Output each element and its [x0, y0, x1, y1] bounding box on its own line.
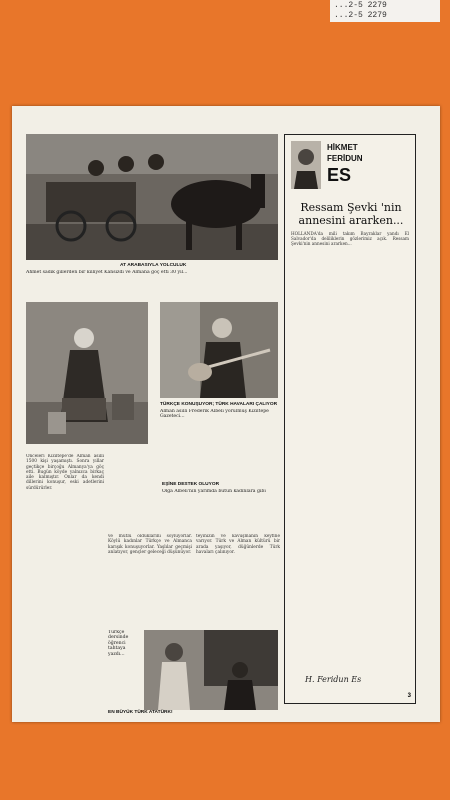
article-column-1: Önceleri Kızıltepe'de Alman asıllı 1500 kişi yaşamıştı. Sonra yıllar geçtikçe birçoğu Almanya'ya göç etti. Bugün köyde yalnızca birkaç aile kalmıştır. Onlar da kendi dillerini konuşur, eski adetlerini sürdürürler.: [26, 454, 104, 491]
sticker-line-2: ...2-5 2279: [334, 11, 387, 20]
author-first-name: HİKMET: [327, 143, 358, 152]
photo-woman: [26, 302, 148, 444]
columnist-photo: [291, 141, 321, 189]
photo-horse-cart-caption: Ahmet sadik gillerden bir killiyet Kansızdı ve Almana göç etti 30 yıl...: [26, 270, 188, 275]
photo-classroom-image: [144, 630, 278, 710]
author-second-name: FERİDUN: [327, 154, 363, 163]
columnist-portrait: [291, 141, 321, 189]
article-column-2: ve mutlu olduklarını söylüyorlar. Köylü kadınlar Türkçe ve Almanca karışık konuşuyorlar. Yaşlılar geçmişi anlatıyor, gençler geleceği düşünüyor.: [108, 534, 192, 555]
column-headline: Ressam Şevki 'nin annesini ararken...: [298, 201, 404, 227]
photo-woman-title: EŞİNE DESTEK OLUYOR: [162, 482, 220, 487]
author-signature: H. Feridun Es: [305, 675, 362, 684]
photo-woman-image: [26, 302, 148, 444]
photo-horse-cart-title: AT ARABASIYLA YOLCULUK: [120, 263, 187, 268]
photo-classroom-caption: Türkçe dersinde öğrenci tahtaya yazdı...: [108, 630, 129, 657]
photo-woman-caption: Olga Albeli'nin yarımda bütün kadınlara gibi: [162, 489, 266, 494]
column-body: HOLLANDA'da mili takım Bayraklar yandı El Salvador'da deliliklerin gözlerimiz açık. Ressam Şevki'nin annesini ararken...: [291, 231, 409, 247]
photo-horse-cart-image: [26, 134, 278, 260]
photo-classroom-title: EN BÜYÜK TÜRK ATATÜRK!: [108, 710, 173, 715]
columnist-sidebar: [284, 134, 416, 704]
barcode-sticker: [330, 0, 440, 22]
author-surname: ES: [327, 165, 352, 185]
newspaper-page: [12, 106, 440, 722]
page-number: 3: [407, 693, 411, 699]
photo-musician: [160, 302, 278, 398]
photo-musician-caption: Alman asıllı Frederik Albeli yorulmuş Kızıltepe Gazeteci...: [160, 409, 269, 420]
photo-musician-image: [160, 302, 278, 398]
sticker-line-1: ...2-5 2279: [334, 1, 387, 10]
article-column-3: teyinizin ve kavuşmanın keyfine varıyor. Türk ve Alman kültürü bir arada yaşıyor, düğünlerde Türk havaları çalınıyor.: [196, 534, 280, 555]
photo-musician-title: TÜRKÇE KONUŞUYOR; TÜRK HAVALARI ÇALIYOR: [160, 402, 278, 407]
photo-horse-cart: [26, 134, 278, 260]
photo-classroom: [144, 630, 278, 710]
